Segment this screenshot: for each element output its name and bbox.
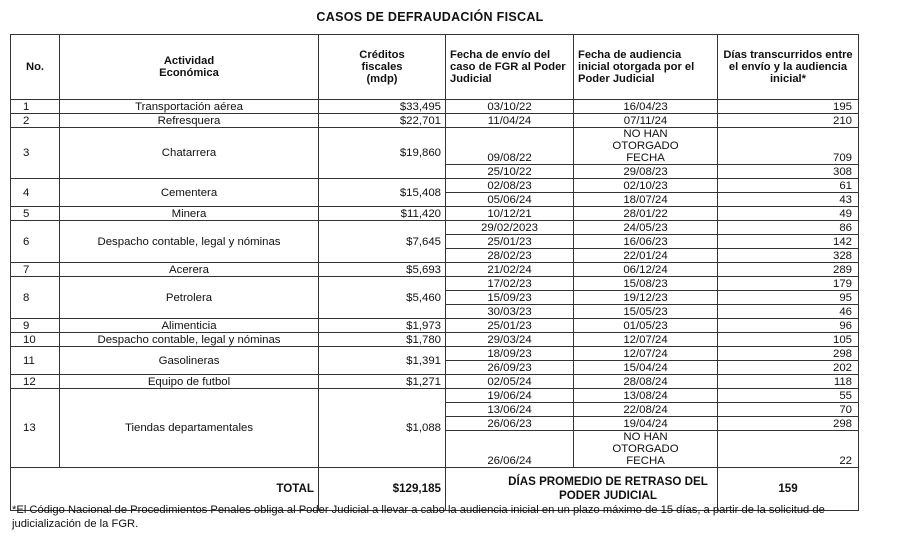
days-elapsed: 709 <box>718 128 859 165</box>
days-elapsed: 70 <box>718 403 859 417</box>
hearing-date: 06/12/24 <box>574 263 718 277</box>
case-number: 1 <box>11 100 60 114</box>
days-elapsed: 195 <box>718 100 859 114</box>
date-sent: 11/04/24 <box>446 114 574 128</box>
days-elapsed: 142 <box>718 235 859 249</box>
case-number: 5 <box>11 207 60 221</box>
header-dias: Días transcurridos entre el envío y la audiencia inicial* <box>718 35 859 100</box>
hearing-date: 01/05/23 <box>574 319 718 333</box>
days-elapsed: 202 <box>718 361 859 375</box>
fiscal-credit: $1,973 <box>319 319 446 333</box>
fiscal-credit: $1,391 <box>319 347 446 375</box>
hearing-date: 19/04/24 <box>574 417 718 431</box>
date-sent: 15/09/23 <box>446 291 574 305</box>
days-elapsed: 55 <box>718 389 859 403</box>
table-row <box>11 347 859 361</box>
table-row <box>11 221 859 235</box>
hearing-date: 12/07/24 <box>574 347 718 361</box>
header-no: No. <box>11 35 60 100</box>
case-number: 10 <box>11 333 60 347</box>
table-title: CASOS DE DEFRAUDACIÓN FISCAL <box>316 10 544 24</box>
date-sent: 03/10/22 <box>446 100 574 114</box>
hearing-date: 28/08/24 <box>574 375 718 389</box>
date-sent: 26/06/24 <box>446 431 574 468</box>
hearing-date: 07/11/24 <box>574 114 718 128</box>
days-elapsed: 118 <box>718 375 859 389</box>
table-row <box>11 263 859 277</box>
table-row <box>11 319 859 333</box>
hearing-date: 15/08/23 <box>574 277 718 291</box>
days-elapsed: 298 <box>718 347 859 361</box>
table-row <box>11 389 859 403</box>
header-creditos: Créditos fiscales (mdp) <box>319 35 446 100</box>
case-number: 7 <box>11 263 60 277</box>
date-sent: 25/01/23 <box>446 319 574 333</box>
promedio-value: 159 <box>718 468 859 511</box>
date-sent: 05/06/24 <box>446 193 574 207</box>
header-fecha-envio: Fecha de envío del caso de FGR al Poder Judicial <box>446 35 574 100</box>
hearing-date: NO HAN OTORGADO FECHA <box>574 128 718 165</box>
hearing-date: 15/05/23 <box>574 305 718 319</box>
days-elapsed: 22 <box>718 431 859 468</box>
date-sent: 26/06/23 <box>446 417 574 431</box>
promedio-label: DÍAS PROMEDIO DE RETRASO DEL PODER JUDICIAL <box>446 468 718 511</box>
hearing-date: 13/08/24 <box>574 389 718 403</box>
table-row <box>11 179 859 193</box>
total-label: TOTAL <box>11 468 319 511</box>
case-number: 3 <box>11 128 60 179</box>
date-sent: 19/06/24 <box>446 389 574 403</box>
activity-name: Despacho contable, legal y nóminas <box>60 221 319 263</box>
hearing-date: 24/05/23 <box>574 221 718 235</box>
table-row <box>11 207 859 221</box>
fiscal-credit: $19,860 <box>319 128 446 179</box>
footnote: *El Código Nacional de Procedimientos Penales obliga al Poder Judicial a llevar a cabo la audiencia inicial en un plazo máximo de 15 días, a partir de la solicitud de judicialización de la FGR. <box>12 504 825 530</box>
activity-name: Despacho contable, legal y nóminas <box>60 333 319 347</box>
date-sent: 02/05/24 <box>446 375 574 389</box>
days-elapsed: 105 <box>718 333 859 347</box>
fiscal-credit: $33,495 <box>319 100 446 114</box>
activity-name: Transportación aérea <box>60 100 319 114</box>
date-sent: 25/10/22 <box>446 165 574 179</box>
days-elapsed: 179 <box>718 277 859 291</box>
hearing-date: 18/07/24 <box>574 193 718 207</box>
activity-name: Petrolera <box>60 277 319 319</box>
hearing-date: 16/06/23 <box>574 235 718 249</box>
hearing-date: 12/07/24 <box>574 333 718 347</box>
days-elapsed: 289 <box>718 263 859 277</box>
date-sent: 29/03/24 <box>446 333 574 347</box>
hearing-date: 22/01/24 <box>574 249 718 263</box>
fiscal-credit: $7,645 <box>319 221 446 263</box>
fiscal-credit: $22,701 <box>319 114 446 128</box>
fiscal-credit: $5,460 <box>319 277 446 319</box>
date-sent: 18/09/23 <box>446 347 574 361</box>
case-number: 9 <box>11 319 60 333</box>
activity-name: Refresquera <box>60 114 319 128</box>
fiscal-credit: $5,693 <box>319 263 446 277</box>
days-elapsed: 46 <box>718 305 859 319</box>
case-number: 8 <box>11 277 60 319</box>
days-elapsed: 96 <box>718 319 859 333</box>
date-sent: 02/08/23 <box>446 179 574 193</box>
case-number: 2 <box>11 114 60 128</box>
days-elapsed: 95 <box>718 291 859 305</box>
header-fecha-audiencia: Fecha de audiencia inicial otorgada por el Poder Judicial <box>574 35 718 100</box>
days-elapsed: 328 <box>718 249 859 263</box>
days-elapsed: 86 <box>718 221 859 235</box>
activity-name: Acerera <box>60 263 319 277</box>
date-sent: 26/09/23 <box>446 361 574 375</box>
fiscal-credit: $15,408 <box>319 179 446 207</box>
case-number: 4 <box>11 179 60 207</box>
hearing-date: 02/10/23 <box>574 179 718 193</box>
date-sent: 17/02/23 <box>446 277 574 291</box>
fiscal-credit: $1,780 <box>319 333 446 347</box>
hearing-date: 29/08/23 <box>574 165 718 179</box>
date-sent: 30/03/23 <box>446 305 574 319</box>
activity-name: Alimenticia <box>60 319 319 333</box>
hearing-date: 15/04/24 <box>574 361 718 375</box>
date-sent: 25/01/23 <box>446 235 574 249</box>
fiscal-credit: $11,420 <box>319 207 446 221</box>
hearing-date: 28/01/22 <box>574 207 718 221</box>
activity-name: Tiendas departamentales <box>60 389 319 468</box>
fiscal-credit: $1,271 <box>319 375 446 389</box>
header-actividad: Actividad Económica <box>60 35 319 100</box>
date-sent: 09/08/22 <box>446 128 574 165</box>
hearing-date: 16/04/23 <box>574 100 718 114</box>
case-number: 12 <box>11 375 60 389</box>
hearing-date: NO HAN OTORGADO FECHA <box>574 431 718 468</box>
hearing-date: 22/08/24 <box>574 403 718 417</box>
hearing-date: 19/12/23 <box>574 291 718 305</box>
table-body <box>11 100 859 468</box>
activity-name: Equipo de futbol <box>60 375 319 389</box>
table-row <box>11 333 859 347</box>
activity-name: Chatarrera <box>60 128 319 179</box>
date-sent: 21/02/24 <box>446 263 574 277</box>
table-row <box>11 114 859 128</box>
days-elapsed: 308 <box>718 165 859 179</box>
activity-name: Minera <box>60 207 319 221</box>
total-creditos: $129,185 <box>319 468 446 511</box>
date-sent: 13/06/24 <box>446 403 574 417</box>
table-row <box>11 100 859 114</box>
days-elapsed: 298 <box>718 417 859 431</box>
activity-name: Cementera <box>60 179 319 207</box>
date-sent: 28/02/23 <box>446 249 574 263</box>
days-elapsed: 43 <box>718 193 859 207</box>
table-row <box>11 128 859 165</box>
date-sent: 29/02/2023 <box>446 221 574 235</box>
date-sent: 10/12/21 <box>446 207 574 221</box>
case-number: 11 <box>11 347 60 375</box>
case-number: 6 <box>11 221 60 263</box>
table-row <box>11 375 859 389</box>
days-elapsed: 61 <box>718 179 859 193</box>
header-row <box>11 35 859 100</box>
table-row <box>11 277 859 291</box>
case-number: 13 <box>11 389 60 468</box>
days-elapsed: 49 <box>718 207 859 221</box>
days-elapsed: 210 <box>718 114 859 128</box>
fiscal-credit: $1,088 <box>319 389 446 468</box>
fraud-cases-table <box>10 34 859 511</box>
activity-name: Gasolineras <box>60 347 319 375</box>
